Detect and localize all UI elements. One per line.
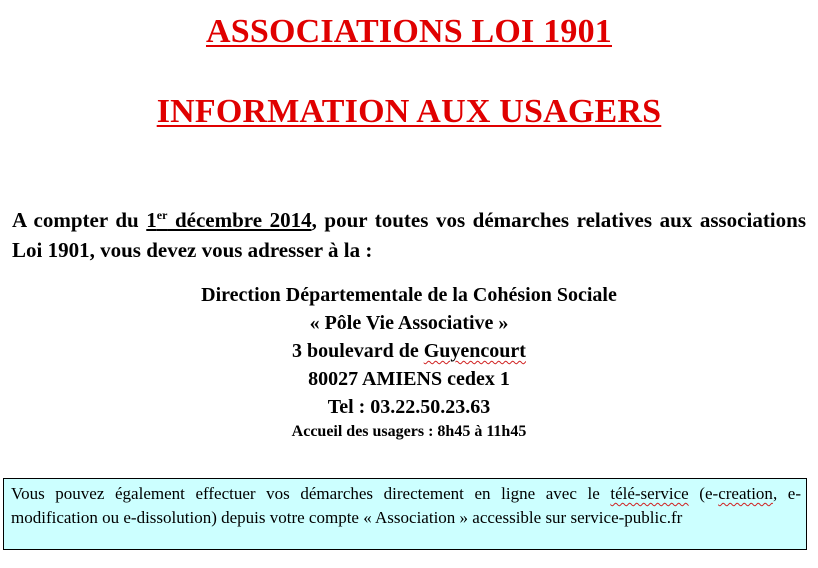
address-organization: Direction Départementale de la Cohésion Sociale — [201, 284, 617, 306]
address-city: 80027 AMIENS cedex 1 — [308, 368, 510, 390]
address-street-number: 3 boulevard de — [292, 340, 424, 362]
intro-date-rest: décembre 2014 — [167, 208, 312, 232]
notice-text-3: , e-modification ou e-dissolution) depuis votre compte « Association » accessible sur service-public.fr — [11, 484, 801, 527]
intro-text-start: A compter du — [12, 208, 147, 232]
address-department: « Pôle Vie Associative » — [309, 312, 509, 334]
intro-paragraph — [12, 205, 806, 265]
address-hours: Accueil des usagers : 8h45 à 11h45 — [291, 423, 527, 440]
address-street-name: Guyencourt — [423, 340, 526, 362]
notice-text-1: Vous pouvez également effectuer vos démarches directement en ligne avec le — [11, 484, 611, 503]
address-block — [0, 281, 818, 442]
address-phone: Tel : 03.22.50.23.63 — [327, 396, 491, 418]
intro-date-day: 1 — [146, 208, 157, 232]
intro-text-end: , pour toutes vos démarches relatives aux associations Loi 1901, vous devez vous adresser à la : — [12, 208, 806, 262]
notice-teleservice: télé-service — [610, 484, 689, 503]
intro-date — [146, 208, 311, 232]
title-associations: ASSOCIATIONS LOI 1901 — [205, 13, 612, 50]
notice-creation: creation — [718, 484, 773, 503]
title-information: INFORMATION AUX USAGERS — [156, 93, 662, 130]
notice-text-2: (e- — [688, 484, 719, 503]
address-street — [0, 337, 818, 365]
intro-date-suffix: er — [156, 208, 168, 222]
online-service-notice — [3, 478, 807, 550]
